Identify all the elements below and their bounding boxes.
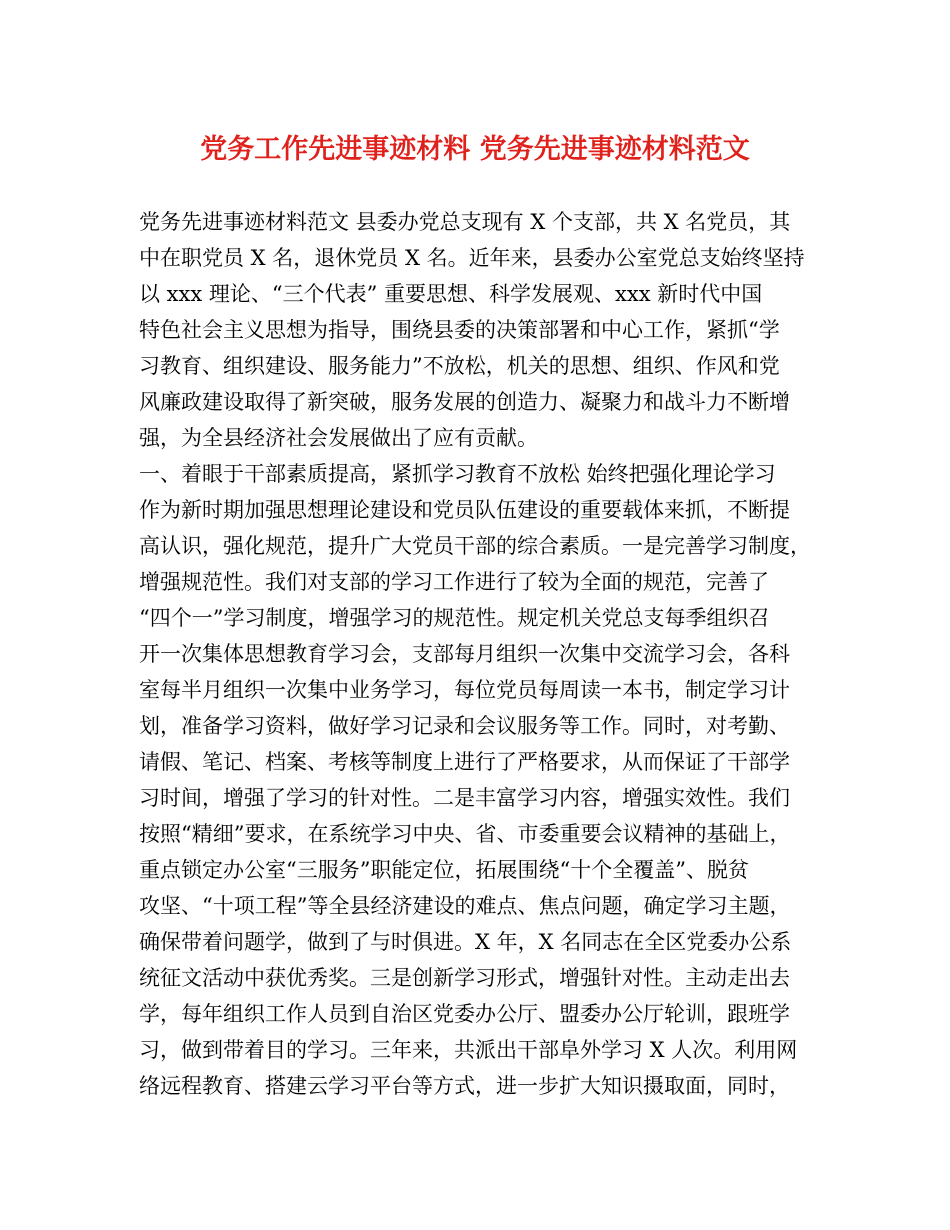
body-text-line: 高认识，强化规范，提升广大党员干部的综合素质。一是完善学习制度， <box>139 534 811 558</box>
document-body <box>139 204 819 1104</box>
body-text-line: 开一次集体思想教育学习会，支部每月组织一次集中交流学习会，各科 <box>139 642 790 666</box>
body-text-line: 一、着眼于干部素质提高，紧抓学习教育不放松 始终把强化理论学习 <box>139 462 776 486</box>
body-text-line: 学，每年组织工作人员到自治区党委办公厅、盟委办公厅轮训，跟班学 <box>139 1002 790 1026</box>
body-text-line: 按照“精细”要求，在系统学习中央、省、市委重要会议精神的基础上， <box>139 822 791 846</box>
body-text-line: 党务先进事迹材料范文 县委办党总支现有 X 个支部，共 X 名党员，其 <box>139 210 791 234</box>
body-text-line: 习时间，增强了学习的针对性。二是丰富学习内容，增强实效性。我们 <box>139 786 790 810</box>
body-text-line: 以 xxx 理论、“三个代表” 重要思想、科学发展观、xxx 新时代中国 <box>139 282 763 306</box>
body-text-line: 习，做到带着目的学习。三年来，共派出干部阜外学习 X 人次。利用网 <box>139 1038 798 1062</box>
body-text-line: 习教育、组织建设、服务能力”不放松，机关的思想、组织、作风和党 <box>139 354 780 378</box>
body-text-line: 中在职党员 X 名，退休党员 X 名。近年来，县委办公室党总支始终坚持 <box>139 246 805 270</box>
body-text-line: 强，为全县经济社会发展做出了应有贡献。 <box>139 426 538 450</box>
body-text-line: 划，准备学习资料，做好学习记录和会议服务等工作。同时，对考勤、 <box>139 714 790 738</box>
body-text-line: 请假、笔记、档案、考核等制度上进行了严格要求，从而保证了干部学 <box>139 750 790 774</box>
body-text-line: 重点锁定办公室“三服务”职能定位，拓展围绕“十个全覆盖”、脱贫 <box>139 858 749 882</box>
body-text-line: 特色社会主义思想为指导，围绕县委的决策部署和中心工作，紧抓“学 <box>139 318 780 342</box>
body-text-line: 风廉政建设取得了新突破，服务发展的创造力、凝聚力和战斗力不断增 <box>139 390 790 414</box>
body-text-line: “四个一”学习制度，增强学习的规范性。规定机关党总支每季组织召 <box>139 606 770 630</box>
body-text-line: 作为新时期加强思想理论建设和党员队伍建设的重要载体来抓，不断提 <box>139 498 790 522</box>
body-text-line: 确保带着问题学，做到了与时俱进。X 年，X 名同志在全区党委办公系 <box>139 930 792 954</box>
body-text-line: 攻坚、“十项工程”等全县经济建设的难点、焦点问题，确定学习主题， <box>139 894 791 918</box>
body-text-line: 室每半月组织一次集中业务学习，每位党员每周读一本书，制定学习计 <box>139 678 790 702</box>
document-title: 党务工作先进事迹材料 党务先进事迹材料范文 <box>200 134 750 165</box>
body-text-line: 络远程教育、搭建云学习平台等方式，进一步扩大知识摄取面，同时， <box>139 1074 790 1098</box>
body-text-line: 增强规范性。我们对支部的学习工作进行了较为全面的规范，完善了 <box>139 570 769 594</box>
body-text-line: 统征文活动中获优秀奖。三是创新学习形式，增强针对性。主动走出去 <box>139 966 790 990</box>
